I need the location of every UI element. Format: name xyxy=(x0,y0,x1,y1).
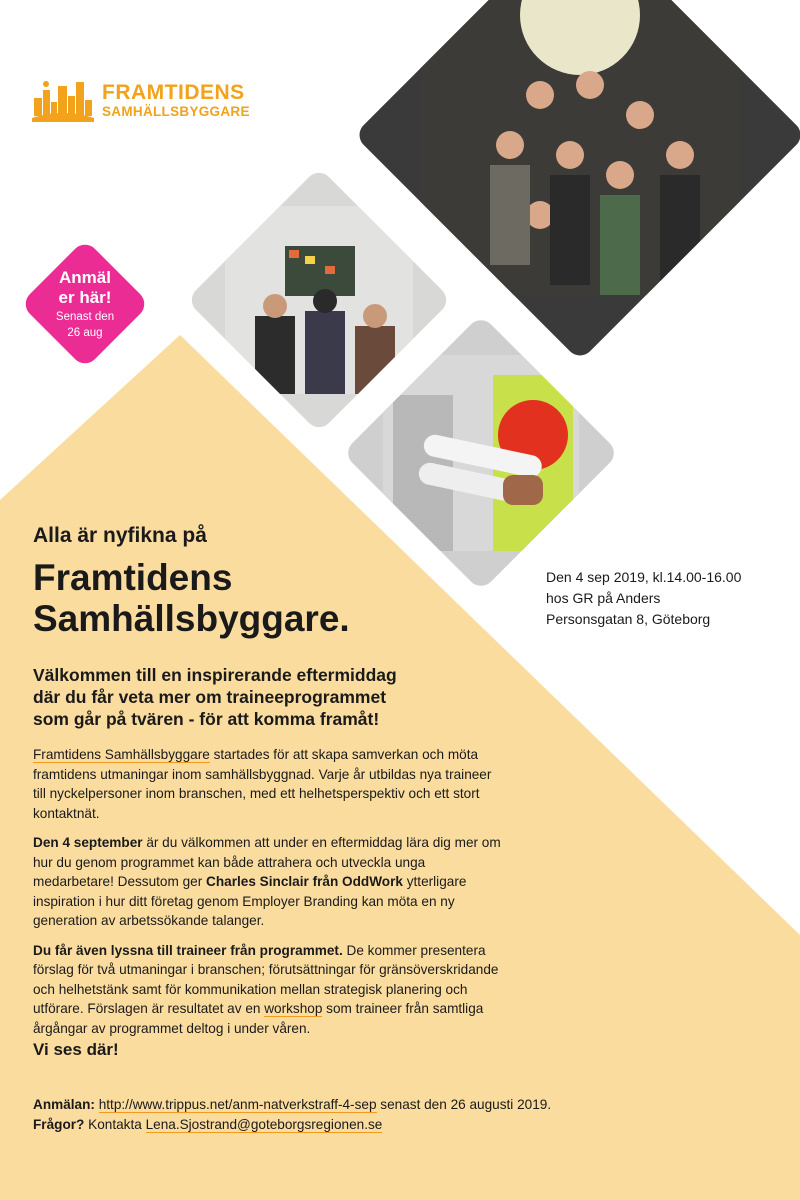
badge-line2: er här! xyxy=(58,288,112,307)
event-info xyxy=(546,567,786,630)
signoff: Vi ses där! xyxy=(33,1040,119,1059)
title-line1: Framtidens xyxy=(33,557,233,598)
paragraph-event-text: är du välkommen att under en eftermiddag lära dig mer om hur du genom programmet kan både attrahera och utveckla unga medarbetare! Dessutom ger xyxy=(33,835,501,889)
lead-line2: där du får veta mer om traineeprogrammet xyxy=(33,687,387,707)
city-skyline-icon xyxy=(32,78,94,122)
registration-suffix: senast den 26 augusti 2019. xyxy=(376,1097,552,1112)
badge-line3: Senast den xyxy=(55,311,115,323)
paragraph-intro-text: startades för att skapa samverkan och möta framtidens utmaningar inom samhällsbyggnad. Varje år utbildas nya traineer till nyckelpersoner inom branschen, med ett helhetsperspektiv och ett stort kontaktnät. xyxy=(33,747,492,821)
registration-line xyxy=(33,1095,773,1115)
page-title xyxy=(33,557,513,640)
speaker-name: Charles Sinclair från OddWork xyxy=(206,874,403,889)
lead-line3: som går på tvären - för att komma framåt! xyxy=(33,709,380,729)
brand-logo[interactable] xyxy=(32,78,250,122)
program-link[interactable]: Framtidens Samhällsbyggare xyxy=(33,747,210,762)
event-date: Den 4 sep 2019, kl.14.00-16.00 xyxy=(546,569,742,585)
register-badge-text[interactable] xyxy=(20,268,150,340)
paragraph-trainees-bold: Du får även lyssna till traineer från programmet. xyxy=(33,942,343,958)
badge-line4: 26 aug xyxy=(67,327,103,339)
event-address: Personsgatan 8, Göteborg xyxy=(546,611,711,627)
paragraph-event xyxy=(33,833,505,931)
questions-line xyxy=(33,1115,773,1135)
title-line2: Samhällsbyggare. xyxy=(33,598,350,640)
lead-line1: Välkommen till en inspirerande eftermiddag xyxy=(33,665,397,685)
paragraph-intro xyxy=(33,745,505,823)
contact-email-link[interactable]: Lena.Sjostrand@goteborgsregionen.se xyxy=(145,1116,383,1132)
questions-label: Frågor? xyxy=(33,1116,85,1132)
registration-label: Anmälan: xyxy=(33,1097,95,1112)
paragraph-event-text2: ytterligare inspiration i hur ditt företag genom Employer Branding kan möta en ny generation av arbetssökande talanger. xyxy=(33,874,467,928)
questions-text: Kontakta xyxy=(84,1116,146,1132)
paragraph-event-bold: Den 4 september xyxy=(33,835,143,850)
logo-text-line1: FRAMTIDENS xyxy=(102,80,245,104)
event-venue: hos GR på Anders xyxy=(546,590,661,606)
footer xyxy=(33,1095,773,1134)
paragraph-trainees-text2: som traineer från samtliga årgångar av programmet deltog i under våren. xyxy=(33,1001,484,1036)
paragraph-trainees-text: De kommer presentera förslag för två utmaningar i branschen; förutsättningar för gränsöverskridande och helhetstänk samt för kommunikation mellan strategisk planering och utförare. Förslagen är resultatet av en xyxy=(33,942,499,1016)
workshop-link[interactable]: workshop xyxy=(264,1001,323,1016)
paragraph-trainees xyxy=(33,941,505,1039)
body-text xyxy=(33,745,505,1048)
logo-text-line2: SAMHÄLLSBYGGARE xyxy=(102,103,250,119)
lead-text xyxy=(33,664,503,730)
kicker-heading: Alla är nyfikna på xyxy=(33,524,207,547)
registration-link[interactable]: http://www.trippus.net/anm-natverkstraff-4-sep xyxy=(98,1097,377,1112)
badge-line1: Anmäl xyxy=(59,268,111,287)
